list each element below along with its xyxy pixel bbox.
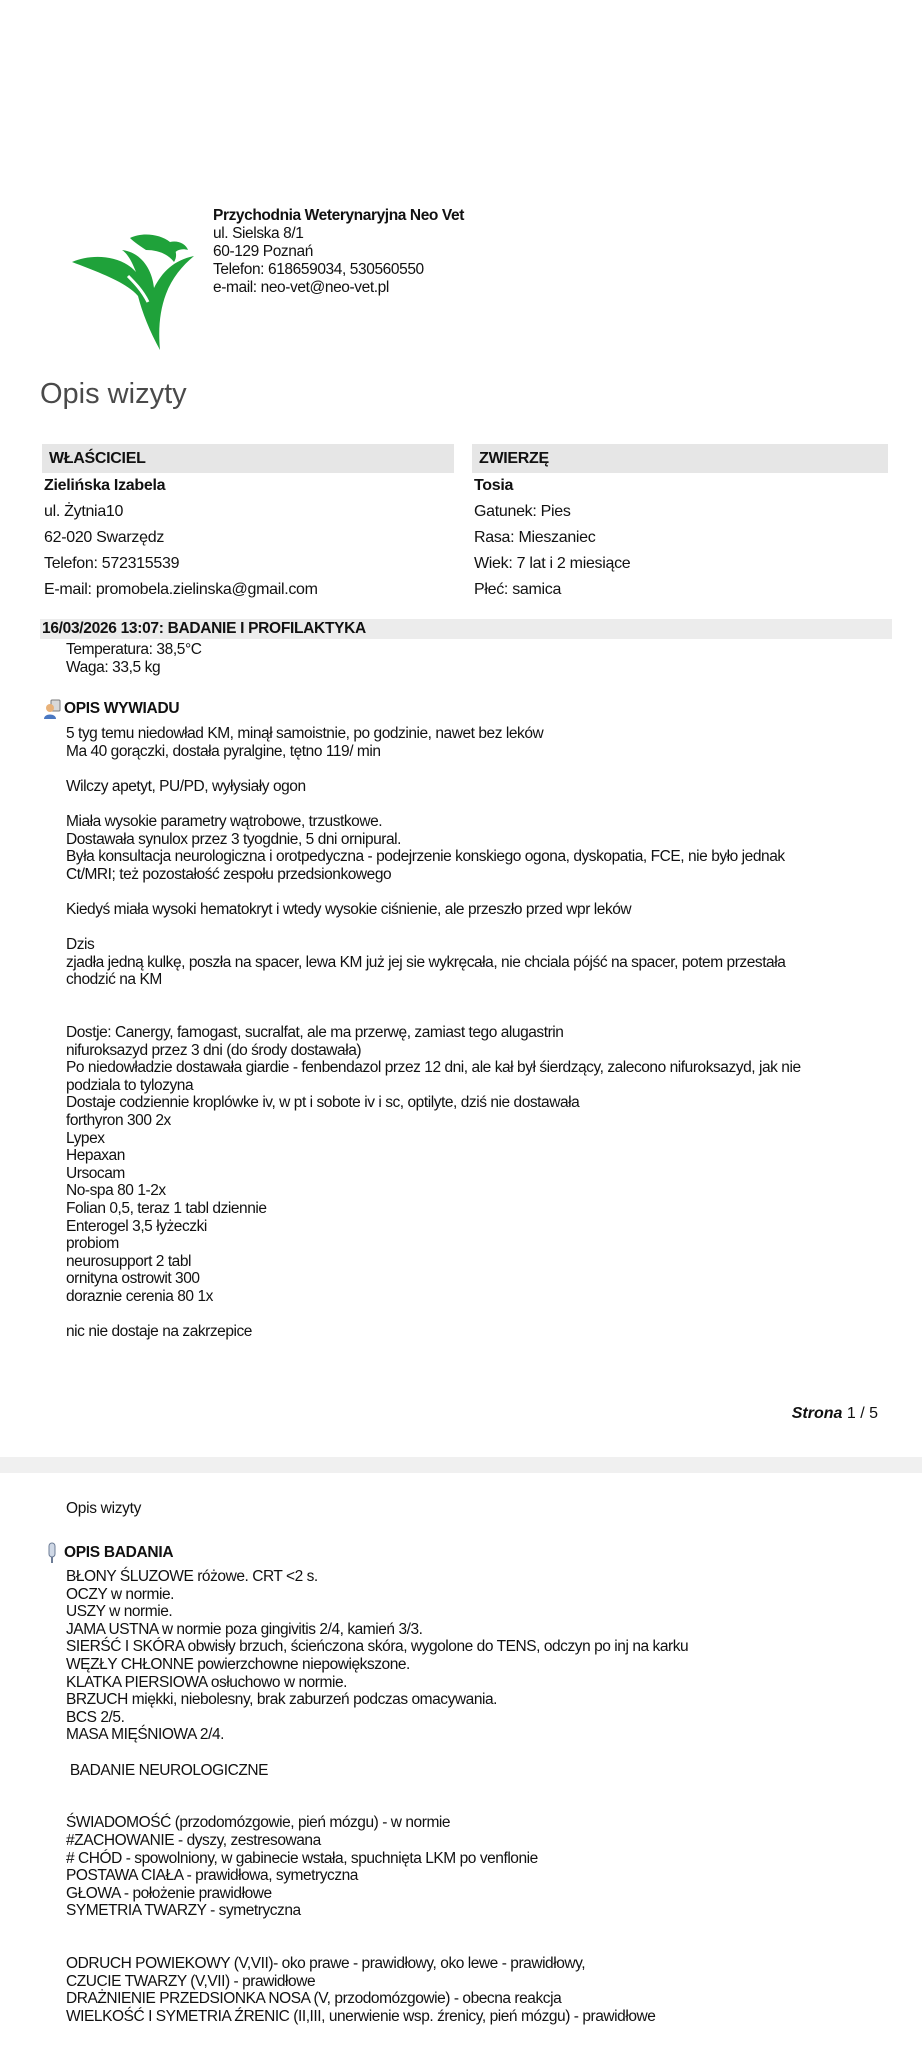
clinic-name: Przychodnia Weterynaryjna Neo Vet — [213, 207, 464, 224]
history-line: podziala to tylozyna — [66, 1076, 194, 1094]
history-header-label: OPIS WYWIADU — [64, 700, 180, 717]
history-line: Po niedowładzie dostawała giardie - fenbendazol przez 12 dni, ale kał był śierdzący, zalecono nifuroksazyd, jak nie — [66, 1059, 801, 1077]
animal-section — [472, 444, 888, 603]
exam-line — [66, 1797, 896, 1815]
history-line: Lypex — [66, 1129, 105, 1147]
exam-icon — [42, 1542, 62, 1564]
history-line — [66, 883, 896, 901]
history-line: Wilczy apetyt, PU/PD, wyłysiały ogon — [66, 777, 306, 795]
page-number-value: 1 / 5 — [846, 1405, 878, 1422]
interview-icon — [42, 698, 62, 720]
history-line: nifuroksazyd przez 3 dni (do środy dostawała) — [66, 1041, 362, 1059]
exam-line: JAMA USTNA w normie poza gingivitis 2/4, kamień 3/3. — [66, 1620, 423, 1638]
exam-line: WĘZŁY CHŁONNE powierzchowne niepowiększone. — [66, 1655, 410, 1673]
history-header — [42, 698, 179, 720]
exam-line: BRZUCH miękki, niebolesny, brak zaburzeń podczas omacywania. — [66, 1691, 498, 1709]
history-line: Dostaje codziennie kroplówke iv, w pt i sobote iv i sc, optilyte, dziś nie dostawała — [66, 1094, 580, 1112]
exam-line — [66, 1937, 896, 1955]
history-line: Enterogel 3,5 łyżeczki — [66, 1217, 207, 1235]
history-line: Dostje: Canergy, famogast, sucralfat, ale ma przerwę, zamiast tego alugastrin — [66, 1024, 564, 1042]
exam-body — [66, 1568, 896, 2025]
owner-city: 62-020 Swarzędz — [44, 529, 165, 546]
exam-line: OCZY w normie. — [66, 1585, 174, 1603]
animal-name: Tosia — [474, 477, 514, 494]
clinic-info — [213, 207, 464, 297]
exam-line: #ZACHOWANIE - dyszy, zestresowana — [66, 1831, 321, 1849]
exam-line: CZUCIE TWARZY (V,VII) - prawidłowe — [66, 1972, 316, 1990]
owner-email: E-mail: promobela.zielinska@gmail.com — [44, 581, 318, 598]
clinic-logo-icon — [70, 232, 200, 352]
page-2-title: Opis wizyty — [66, 1500, 142, 1517]
page-title: Opis wizyty — [40, 378, 187, 410]
exam-line — [66, 1744, 896, 1762]
history-line: Dzis — [66, 936, 95, 954]
history-line — [66, 1306, 896, 1324]
history-line: Folian 0,5, teraz 1 tabl dziennie — [66, 1200, 267, 1218]
animal-breed: Rasa: Mieszaniec — [474, 529, 596, 546]
animal-species: Gatunek: Pies — [474, 503, 571, 520]
clinic-city: 60-129 Poznań — [213, 243, 313, 260]
owner-header: WŁAŚCICIEL — [42, 444, 454, 473]
exam-line: WIELKOŚĆ I SYMETRIA ŹRENIC (II,III, unerwienie wsp. źrenicy, pień mózgu) - prawidłowe — [66, 2007, 656, 2025]
history-line: nic nie dostaje na zakrzepice — [66, 1323, 252, 1341]
history-line — [66, 919, 896, 937]
history-line: chodzić na KM — [66, 971, 162, 989]
history-line: ornityna ostrowit 300 — [66, 1270, 200, 1288]
exam-line: SIERŚĆ I SKÓRA obwisły brzuch, ścieńczona skóra, wygolone do TENS, odczyn po inj na karku — [66, 1638, 689, 1656]
history-line: doraznie cerenia 80 1x — [66, 1288, 213, 1305]
history-line: 5 tyg temu niedowład KM, minął samoistnie, po godzinie, nawet bez leków — [66, 725, 544, 742]
history-line — [66, 1007, 896, 1025]
exam-line: DRAŻNIENIE PRZEDSIONKA NOSA (V, przodomózgowie) - obecna reakcja — [66, 1990, 562, 2008]
owner-name: Zielińska Izabela — [44, 477, 166, 494]
history-line — [66, 795, 896, 813]
exam-line: GŁOWA - położenie prawidłowe — [66, 1884, 272, 1902]
exam-line: SYMETRIA TWARZY - symetryczna — [66, 1902, 301, 1920]
visit-weight: Waga: 33,5 kg — [66, 658, 161, 676]
clinic-email: e-mail: neo-vet@neo-vet.pl — [213, 279, 389, 296]
exam-line: ODRUCH POWIEKOWY (V,VII)- oko prawe - prawidłowy, oko lewe - prawidłowy, — [66, 1955, 586, 1973]
history-line: Kiedyś miała wysoki hematokryt i wtedy wysokie ciśnienie, ale przeszło przed wpr leków — [66, 900, 632, 918]
history-line: Ct/MRI; też pozostałość zespołu przedsionkowego — [66, 865, 392, 883]
history-line: zjadła jedną kulkę, poszła na spacer, lewa KM już jej sie wykręcała, nie chciala pójść na spacer, potem przestała — [66, 953, 786, 971]
exam-line: BADANIE NEUROLOGICZNE — [66, 1761, 268, 1779]
exam-line: BŁONY ŚLUZOWE różowe. CRT <2 s. — [66, 1568, 318, 1585]
exam-line: ŚWIADOMOŚĆ (przodomózgowie, pień mózgu) - w normie — [66, 1814, 451, 1832]
history-line: Hepaxan — [66, 1147, 125, 1165]
document-page-2 — [0, 1473, 922, 2049]
animal-age: Wiek: 7 lat i 2 miesiące — [474, 555, 631, 572]
clinic-street: ul. Sielska 8/1 — [213, 225, 304, 242]
exam-header — [42, 1542, 173, 1564]
clinic-phone: Telefon: 618659034, 530560550 — [213, 261, 424, 278]
exam-header-label: OPIS BADANIA — [64, 1544, 174, 1561]
owner-section — [42, 444, 454, 603]
history-line: Była konsultacja neurologiczna i orotpedyczna - podejrzenie konskiego ogona, dyskopatia, FCE, nie było jednak — [66, 848, 785, 866]
history-line: Ursocam — [66, 1164, 125, 1182]
visit-header: 16/03/2026 13:07: BADANIE I PROFILAKTYKA — [40, 619, 892, 639]
exam-line: # CHÓD - spowolniony, w gabinecie wstała, spuchnięta LKM po venflonie — [66, 1849, 538, 1867]
history-line: neurosupport 2 tabl — [66, 1252, 192, 1270]
owner-street: ul. Żytnia10 — [44, 503, 124, 520]
exam-line — [66, 1920, 896, 1938]
exam-line: USZY w normie. — [66, 1603, 173, 1621]
visit-vitals — [66, 641, 202, 676]
animal-sex: Płeć: samica — [474, 581, 562, 598]
history-line: Dostawała synulox przez 3 tyogdnie, 5 dni ornipural. — [66, 830, 402, 848]
history-line: probiom — [66, 1235, 119, 1253]
exam-line: BCS 2/5. — [66, 1708, 125, 1726]
history-line — [66, 760, 896, 778]
exam-line: MASA MIĘŚNIOWA 2/4. — [66, 1726, 224, 1744]
history-line: Ma 40 gorączki, dostała pyralgine, tętno 119/ min — [66, 742, 381, 760]
history-line — [66, 989, 896, 1007]
page-number — [792, 1405, 878, 1423]
exam-line: POSTAWA CIAŁA - prawidłowa, symetryczna — [66, 1867, 358, 1885]
owner-phone: Telefon: 572315539 — [44, 555, 180, 572]
animal-header: ZWIERZĘ — [472, 444, 888, 473]
history-line: Miała wysokie parametry wątrobowe, trzustkowe. — [66, 812, 383, 830]
history-body — [66, 725, 896, 1341]
exam-line — [66, 1779, 896, 1797]
visit-temperature: Temperatura: 38,5°C — [66, 641, 202, 658]
history-line: No-spa 80 1-2x — [66, 1182, 166, 1200]
exam-line: KLATKA PIERSIOWA osłuchowo w normie. — [66, 1673, 347, 1691]
page-number-label: Strona — [791, 1405, 843, 1422]
history-line: forthyron 300 2x — [66, 1112, 171, 1130]
